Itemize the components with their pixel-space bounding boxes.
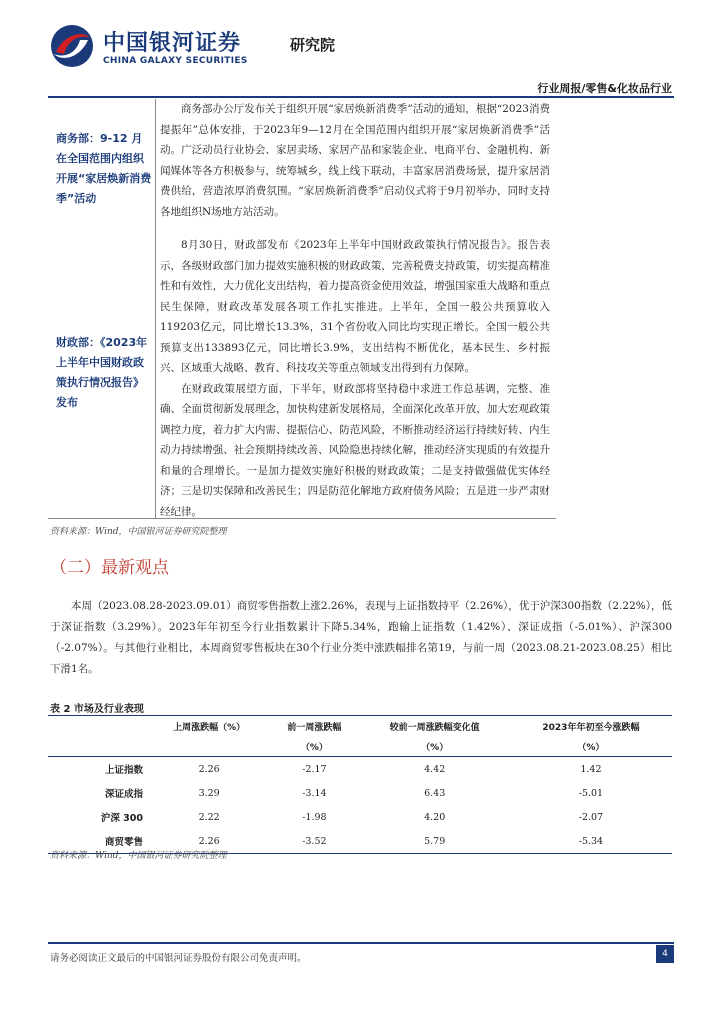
policy-label-mof: 财政部：《2023年上半年中国财政政策执行情况报告》发布 [56,336,148,409]
disclaimer-text: 请务必阅读正文最后的中国银河证券股份有限公司免责声明。 [50,953,307,964]
policy-body-mofcom [160,99,550,222]
table-cell: 2.22 [198,811,220,823]
row-label: 深证成指 [104,789,143,800]
galaxy-logo-icon [50,24,94,68]
policy-paragraph: 8月30日，财政部发布《2023年上半年中国财政政策执行情况报告》。报告表示，各级财政部门加力提效实施积极的财政政策，完善税费支持政策，切实提高精准性和有效性，大力优化支出结构，着力提高资金使用效益，增强国家重大战略和重点民生保障，财政改革发展各项工作扎实推进。上半年，全国一般公共预算收入119203亿元，同比增长13.3%，31个省份收入同比均实现正增长。全国一般公共预算支出133893亿元，同比增长3.9%，支出结构不断优化，基本民生、乡村振兴、区域重大战略、教育、科技攻关等重点领域支出得到有力保障。 [160,239,550,374]
column-header-unit [149,736,269,757]
source-note: 资料来源：Wind，中国银河证券研究院整理 [50,527,227,537]
table-cell: 4.42 [424,763,446,775]
company-logo [50,22,336,72]
row-label: 商贸零售 [48,829,149,854]
page-number: 4 [656,945,674,963]
column-header: 2023年年初至今涨跌幅 [510,716,672,737]
view-paragraph-block [50,596,672,680]
table-cell: -3.14 [302,787,327,799]
table-cell: -2.17 [302,763,327,775]
table-row [48,781,672,805]
column-header: 前一周涨跌幅 [269,716,359,737]
institute-label: 研究院 [290,36,336,54]
policy-label-mofcom: 商务部：9-12 月在全国范围内组织开展“家居焕新消费季”活动 [56,132,152,205]
table-caption: 表 2 市场及行业表现 [50,704,144,715]
policy-news-table [48,99,556,519]
column-header: 较前一周涨跌幅变化值 [360,716,510,737]
table-cell: 4.20 [424,811,446,823]
market-performance-table [48,715,672,854]
view-paragraph: 本周（2023.08.28-2023.09.01）商贸零售指数上涨2.26%，表现与上证指数持平（2.26%），优于沪深300指数（2.22%），低于深证指数（3.29%）。2023年年初至今行业指数累计下降5.34%，跑输上证指数（1.42%）、深证成指（-5.01%）、沪深300（-2.07%）。与其他行业相比，本周商贸零售板块在30个行业分类中涨跌幅排名第19，与前一周（2023.08.21-2023.08.25）相比下滑1名。 [50,600,672,675]
column-header-blank [48,736,149,757]
source-note: 资料来源：Wind，中国银河证券研究院整理 [50,851,227,861]
header-divider [48,96,674,98]
table-cell: 3.29 [198,787,220,799]
report-category: 行业周报/零售&化妆品行业 [537,82,672,95]
table-bottom-border [48,518,556,519]
table-cell: 2.26 [149,829,269,854]
logo-english-name: CHINA GALAXY SECURITIES [103,56,248,66]
table-cell: 5.79 [360,829,510,854]
policy-paragraph: 商务部办公厅发布关于组织开展“家居焕新消费季”活动的通知，根据“2023消费提振年”总体安排，于2023年9—12月在全国范围内组织开展“家居焕新消费季”活动。广泛动员行业协会、家居卖场、家居产品和家装企业、电商平台、金融机构、新闻媒体等各方积极参与，统筹城乡，线上线下联动，丰富家居消费场景，提升家居消费供给，营造浓厚消费氛围。“家居焕新消费季”启动仪式将于9月初举办，同时支持各地组织N场地方站活动。 [160,103,550,218]
row-label: 上证指数 [104,765,143,776]
column-header-unit: （%） [269,736,359,757]
policy-paragraph: 在财政政策展望方面，下半年，财政部将坚持稳中求进工作总基调，完整、准确、全面贯彻新发展理念，加快构建新发展格局，全面深化改革开放，加大宏观政策调控力度，着力扩大内需、提振信心、防范风险，不断推动经济运行持续好转、内生动力持续增强、社会预期持续改善、风险隐患持续化解，推动经济实现质的有效提升和量的合理增长。一是加力提效实施好积极的财政政策；二是支持做强做优实体经济；三是切实保障和改善民生；四是防范化解地方政府债务风险；五是进一步严肃财经纪律。 [160,382,550,518]
footer-divider [48,942,674,944]
table-cell: -2.07 [578,811,604,823]
column-header: 上周涨跌幅（%） [149,716,269,737]
table-cell: 2.26 [198,763,220,775]
table-cell: 6.43 [424,787,446,799]
table-row [48,805,672,829]
column-header-unit: （%） [510,736,672,757]
table-cell: -5.01 [578,787,604,799]
table-cell: -3.52 [269,829,359,854]
table-cell: -1.98 [302,811,327,823]
section-title: （二）最新观点 [50,558,169,578]
table-row [48,757,672,782]
column-header-blank [48,716,149,737]
logo-chinese-name: 中国银河证券 [103,31,242,56]
row-label: 沪深 300 [100,813,143,824]
table-cell: 1.42 [580,763,602,775]
column-header-unit: （%） [360,736,510,757]
policy-body-mof [160,235,550,522]
column-divider [155,99,156,519]
table-cell: -5.34 [510,829,672,854]
